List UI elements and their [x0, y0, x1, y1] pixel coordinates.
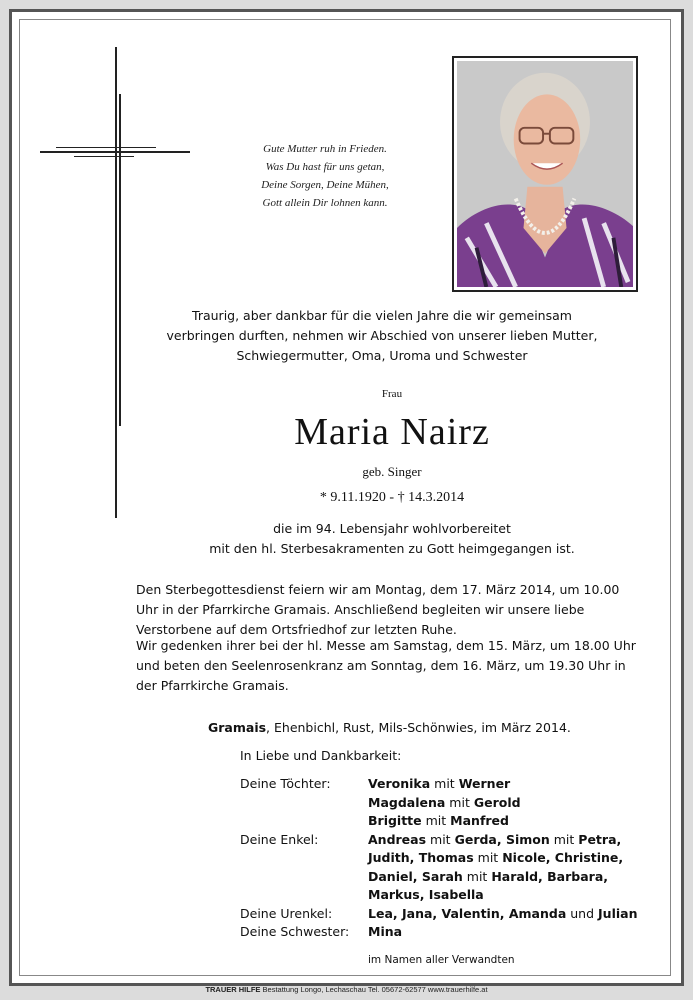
funeral-line: Verstorbene auf dem Ortsfriedhof zur letzten Ruhe.	[136, 622, 457, 637]
family-row	[240, 887, 660, 906]
place-rest: , Ehenbichl, Rust, Mils-Schönwies, im März 2014.	[266, 720, 571, 735]
on-behalf-line: im Namen aller Verwandten	[368, 954, 515, 966]
poem-line: Gute Mutter ruh in Frieden.	[263, 143, 387, 155]
family-names: Lea, Jana, Valentin, Amanda und Julian	[368, 905, 638, 921]
intro-line: Traurig, aber dankbar für die vielen Jahre die wir gemeinsam	[192, 308, 572, 323]
family-names: Markus, Isabella	[368, 887, 484, 902]
poem-line: Gott allein Dir lohnen kann.	[262, 197, 388, 209]
intro-line: Schwiegermutter, Oma, Uroma und Schwester	[236, 348, 528, 363]
family-names: Andreas mit Gerda, Simon mit Petra,	[368, 831, 622, 847]
mass-line: der Pfarrkirche Gramais.	[136, 678, 289, 693]
funeral-line: Den Sterbegottesdienst feiern wir am Montag, dem 17. März 2014, um 10.00	[136, 582, 620, 597]
family-row	[240, 795, 660, 814]
funeral-line: Uhr in der Pfarrkirche Gramais. Anschließend begleiten wir unsere liebe	[136, 602, 585, 617]
closing-line: In Liebe und Dankbarkeit:	[240, 748, 402, 763]
family-names: Mina	[368, 924, 403, 939]
poem	[240, 140, 410, 212]
family-label: Deine Enkel:	[240, 831, 319, 847]
family-row	[240, 776, 660, 795]
family-row	[240, 924, 660, 943]
intro-text	[152, 306, 612, 366]
obituary-page	[9, 9, 684, 986]
salutation: Frau	[381, 388, 403, 400]
family-label: Deine Töchter:	[240, 776, 331, 791]
portrait-photo	[452, 56, 638, 292]
poem-line: Was Du hast für uns getan,	[265, 161, 385, 173]
age-line: die im 94. Lebensjahr wohlvorbereitet	[273, 521, 511, 536]
cross-icon	[12, 12, 212, 532]
footer-contact: Bestattung Longo, Lechaschau Tel. 05672-62577 www.trauerhilfe.at	[260, 985, 488, 994]
age-line: mit den hl. Sterbesakramenten zu Gott heimgegangen ist.	[209, 541, 575, 556]
poem-line: Deine Sorgen, Deine Mühen,	[261, 179, 389, 191]
mass-line: Wir gedenken ihrer bei der hl. Messe am Samstag, dem 15. März, um 18.00 Uhr	[136, 638, 636, 653]
place-bold: Gramais	[208, 720, 267, 735]
mass-paragraph	[136, 636, 658, 696]
footer	[0, 985, 693, 994]
family-names: Brigitte mit Manfred	[368, 813, 509, 828]
family-row	[240, 832, 660, 851]
funeral-paragraph	[136, 580, 658, 640]
family-names: Judith, Thomas mit Nicole, Christine,	[368, 850, 624, 865]
life-dates: * 9.11.1920 - † 14.3.2014	[319, 490, 465, 505]
family-row	[240, 850, 660, 869]
family-names: Veronika mit Werner	[368, 776, 511, 791]
family-row	[240, 869, 660, 888]
maiden-name: geb. Singer	[362, 464, 422, 479]
family-row	[240, 906, 660, 925]
intro-line: verbringen durften, nehmen wir Abschied von unserer lieben Mutter,	[166, 328, 598, 343]
family-label: Deine Urenkel:	[240, 905, 333, 921]
family-label: Deine Schwester:	[240, 924, 350, 939]
age-text	[182, 519, 602, 559]
family-row	[240, 813, 660, 832]
mass-line: und beten den Seelenrosenkranz am Sonntag, dem 16. März, um 19.30 Uhr in	[136, 658, 626, 673]
family-names: Daniel, Sarah mit Harald, Barbara,	[368, 868, 609, 884]
family-list	[240, 776, 660, 943]
footer-brand: TRAUER HILFE	[205, 985, 261, 994]
family-names: Magdalena mit Gerold	[368, 794, 521, 810]
deceased-name: Maria Nairz	[294, 411, 490, 453]
place-and-date	[208, 720, 628, 735]
